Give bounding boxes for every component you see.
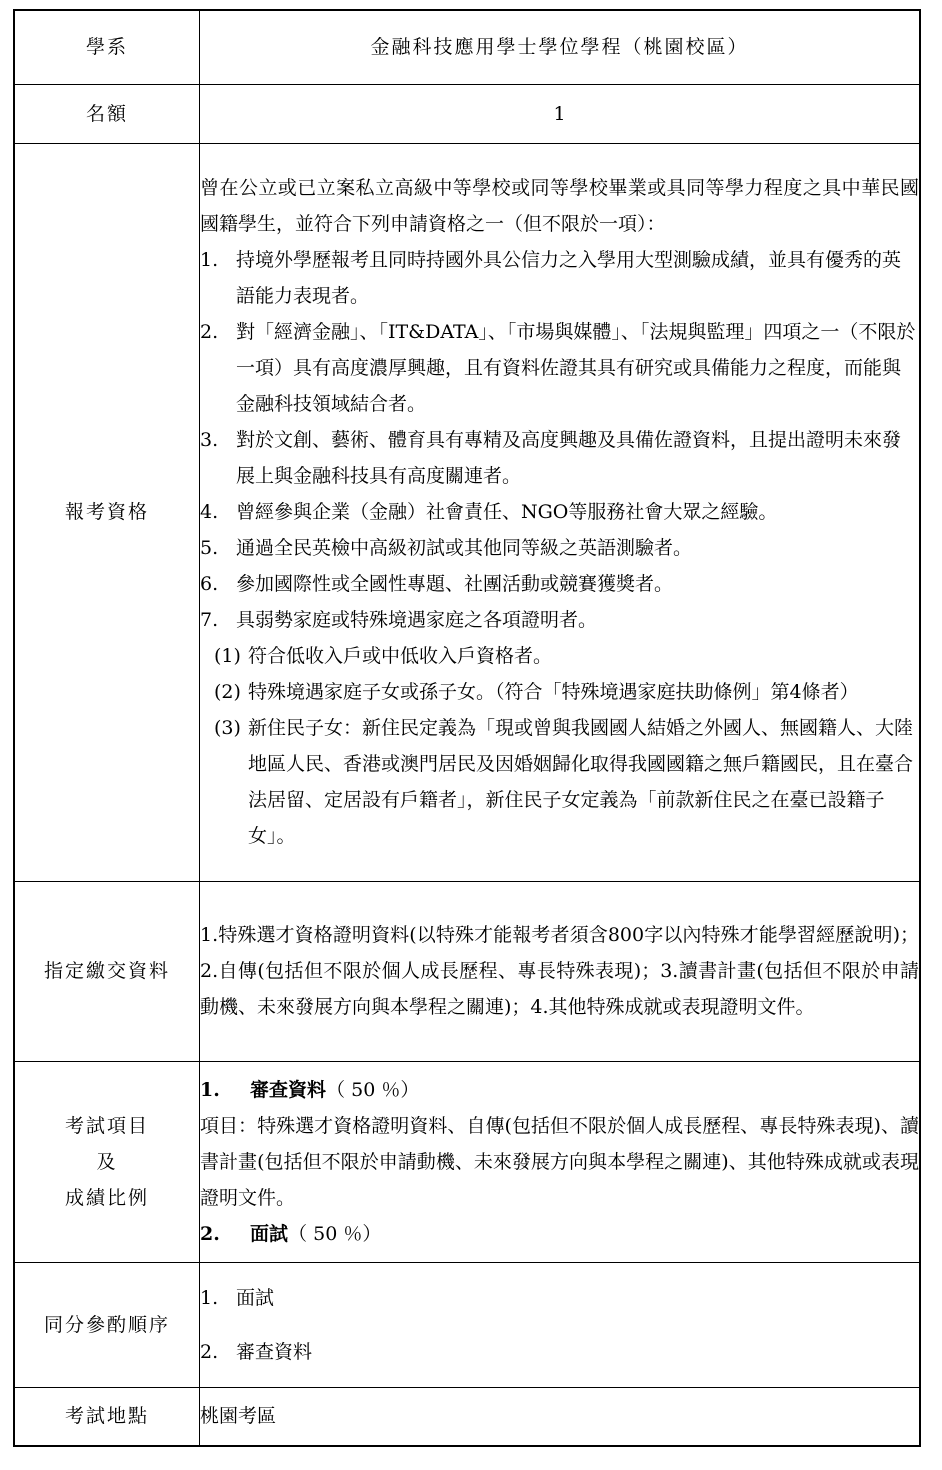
row-department (14, 10, 920, 84)
exam-item-2-weight: （ 50 ％） (288, 1222, 382, 1245)
documents-text: 1.特殊選才資格證明資料(以特殊才能報考者須含800字以內特殊才能學習經歷說明)；2.自傳(包括但不限於個人成長歷程、專長特殊表現)；3.讀書計畫(包括但不限於申請動機、未來發展方向與本學程之關連)；4.其他特殊成就或表現證明文件。 (200, 881, 921, 1061)
exam-item-2 (200, 1216, 919, 1252)
location-value: 桃園考區 (200, 1387, 921, 1446)
row-documents (14, 881, 920, 1061)
sub-list-item: (1) 符合低收入戶或中低收入戶資格者。 (214, 645, 553, 667)
list-spacer (200, 1316, 919, 1334)
department-label: 學系 (14, 10, 200, 84)
quota-label: 名額 (14, 84, 200, 143)
row-eligibility (14, 143, 920, 881)
exam-item-2-title: 面試 (250, 1222, 289, 1245)
list-item: 4. 曾經參與企業（金融）社會責任、NGO等服務社會大眾之經驗。 (200, 501, 778, 523)
row-tiebreak (14, 1262, 920, 1387)
row-exam (14, 1061, 920, 1262)
exam-item-1 (200, 1072, 919, 1108)
department-value: 金融科技應用學士學位學程（桃園校區） (200, 10, 921, 84)
eligibility-list (200, 242, 919, 638)
exam-label-line2: 及 (96, 1150, 118, 1173)
location-label: 考試地點 (14, 1387, 200, 1446)
admission-table (13, 9, 921, 1447)
documents-label: 指定繳交資料 (14, 881, 200, 1061)
exam-item-1-title: 審查資料 (250, 1078, 327, 1101)
list-item: 5. 通過全民英檢中高級初試或其他同等級之英語測驗者。 (200, 537, 693, 559)
exam-content (200, 1061, 921, 1262)
list-item: 6. 參加國際性或全國性專題、社團活動或競賽獲獎者。 (200, 573, 674, 595)
list-item: 2. 對「經濟金融」、「IT&DATA」、「市場與媒體」、「法規與監理」四項之一（不限於一項）具有高度濃厚興趣，且有資料佐證其具有研究或具備能力之程度，而能與金融科技領域結合者。 (200, 321, 916, 415)
exam-label-line1: 考試項目 (64, 1114, 149, 1137)
list-item: 3. 對於文創、藝術、體育具有專精及高度興趣及具備佐證資料，且提出證明未來發展上與金融科技具有高度關連者。 (200, 429, 902, 487)
exam-label (14, 1061, 200, 1262)
list-item: 2. 審查資料 (200, 1340, 313, 1363)
exam-item-1-desc: 項目：特殊選才資格證明資料、自傳(包括但不限於個人成長歷程、專長特殊表現)、讀書計畫(包括但不限於申請動機、未來發展方向與本學程之關連)、其他特殊成就或表現證明文件。 (200, 1114, 919, 1209)
exam-item-1-weight: （ 50 ％） (326, 1078, 420, 1101)
exam-item-2-num: 2. (200, 1222, 220, 1245)
row-location (14, 1387, 920, 1446)
sub-list-item: (3) 新住民子女：新住民定義為「現或曾與我國國人結婚之外國人、無國籍人、大陸地區人民、香港或澳門居民及因婚姻歸化取得我國國籍之無戶籍國民，且在臺合法居留、定居設有戶籍者」，新住民子女定義為「前款新住民之在臺已設籍子女」。 (214, 717, 914, 847)
list-item: 1. 持境外學歷報考且同時持國外具公信力之入學用大型測驗成績，並具有優秀的英語能力表現者。 (200, 249, 902, 307)
eligibility-label: 報考資格 (14, 143, 200, 881)
sub-list-item: (2) 特殊境遇家庭子女或孫子女。（符合「特殊境遇家庭扶助條例」第4條者） (214, 681, 859, 703)
tiebreak-label: 同分參酌順序 (14, 1262, 200, 1387)
exam-item-1-num: 1. (200, 1078, 220, 1101)
tiebreak-content (200, 1262, 921, 1387)
tiebreak-list (200, 1280, 919, 1370)
eligibility-content (200, 143, 921, 881)
list-item: 7. 具弱勢家庭或特殊境遇家庭之各項證明者。 (200, 609, 598, 631)
eligibility-sublist (200, 638, 919, 854)
quota-value: 1 (200, 84, 921, 143)
eligibility-intro: 曾在公立或已立案私立高級中等學校或同等學校畢業或具同等學力程度之具中華民國國籍學生，並符合下列申請資格之一（但不限於一項）： (200, 177, 919, 235)
exam-label-line3: 成績比例 (64, 1186, 149, 1209)
row-quota (14, 84, 920, 143)
list-item: 1. 面試 (200, 1286, 275, 1309)
